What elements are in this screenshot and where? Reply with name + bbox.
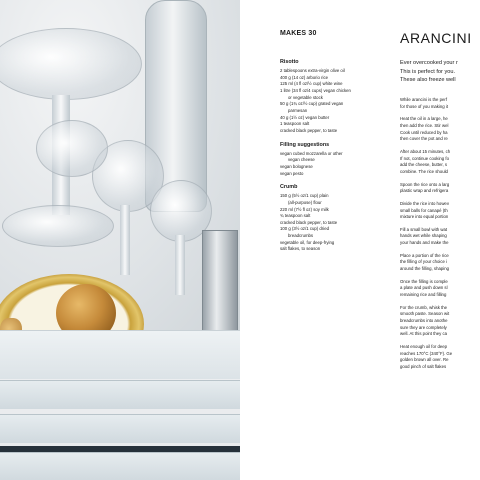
method-line: Heat the oil in a large, he — [400, 116, 448, 122]
method-line: reaches 170°C (340°F). Ge — [400, 350, 453, 356]
method-step — [400, 149, 480, 176]
crystal-bowl — [36, 120, 108, 177]
ingredient-line: (all-purpose) flour — [288, 199, 322, 205]
cabinet-drawer-3 — [0, 452, 240, 480]
ingredient-line: or vegetable stock — [288, 94, 323, 100]
recipe-yield: MAKES 30 — [280, 30, 317, 37]
method-line: the filling of your choice i — [400, 259, 448, 265]
method-line: hands wet while shaping — [400, 233, 447, 239]
ingredient-line: vegan cheese — [288, 157, 315, 163]
ingredient-line: vegan pesto — [280, 170, 304, 176]
method-line: Place a portion of the rice — [400, 252, 449, 258]
method-steps — [400, 97, 480, 371]
ingredient-list — [280, 193, 390, 253]
method-line: mixture into equal portion — [400, 214, 449, 220]
ingredient-line: 100 g (3½ oz/1 cup) dried — [280, 226, 329, 232]
method-line: remaining rice and filling — [400, 292, 447, 298]
method-line: While arancini is the perf — [400, 96, 448, 102]
ingredient-line: 400 g (14 oz) arborio rice — [280, 74, 329, 80]
ingredient-line: 1 litre (34 fl oz/4 cups) vegan chicken — [280, 87, 351, 93]
method-line: your hands and make the — [400, 240, 449, 246]
cabinet-drawer-2 — [0, 414, 240, 443]
ingredient-line: vegetable oil, for deep-frying — [280, 239, 335, 245]
method-step — [400, 344, 480, 371]
ingredient-line: parmesan — [288, 107, 308, 113]
method-line: add the cheese, butter, s — [400, 162, 448, 168]
crystal-glass-left-stem — [120, 205, 130, 275]
method-line: Cook until reduced by ha — [400, 129, 448, 135]
method-column — [400, 30, 480, 377]
method-step — [400, 279, 480, 299]
method-line: plastic wrap and refrigera — [400, 188, 449, 194]
ingredient-line: salt flakes, to season — [280, 246, 321, 252]
intro-line: This is perfect for you. — [400, 68, 456, 75]
ingredient-line: 125 ml (4 fl oz/½ cup) white wine — [280, 81, 343, 87]
method-step — [400, 305, 480, 338]
ingredients-column — [280, 30, 390, 260]
recipe-title: ARANCINI — [400, 30, 472, 46]
recipe-intro — [400, 59, 480, 85]
ingredient-line: cracked black pepper, to taste — [280, 219, 338, 225]
recipe-page — [240, 0, 480, 480]
ingredient-line: 150 g (5½ oz/1 cup) plain — [280, 193, 329, 199]
ingredient-section-filling — [280, 142, 390, 178]
method-step — [400, 201, 480, 221]
method-line: for those of you making it — [400, 103, 449, 109]
crystal-goblet-stem — [175, 235, 185, 295]
ingredient-section-risotto — [280, 59, 390, 135]
method-line: breadcrumbs into anothe — [400, 318, 448, 324]
crystal-cake-stand-base — [2, 205, 114, 247]
method-line: If not, continue cooking fo — [400, 155, 449, 161]
ingredient-line: 1 teaspoon salt — [280, 121, 310, 127]
silver-tower-ornament — [202, 230, 238, 337]
method-line: around the filling, shaping — [400, 266, 449, 272]
method-line: combine. The rice should — [400, 168, 448, 174]
cabinet-top — [0, 330, 240, 379]
ingredient-line: 220 ml (7½ fl oz) soy milk — [280, 206, 329, 212]
ingredient-section-heading: Crumb — [280, 184, 298, 191]
method-line: golden brown all over. Re — [400, 357, 449, 363]
ingredient-list — [280, 151, 390, 178]
ingredient-line: vegan bolognese — [280, 163, 313, 169]
method-step — [400, 227, 480, 247]
method-step — [400, 97, 480, 110]
method-line: For the crumb, whisk the — [400, 304, 448, 310]
method-line: Once the filling is comple — [400, 278, 448, 284]
method-line: small balls for canapé (th — [400, 207, 448, 213]
ingredient-line: 40 g (1½ oz) vegan butter — [280, 114, 330, 120]
method-line: good pinch of salt flakes — [400, 363, 447, 369]
ingredient-section-crumb — [280, 184, 390, 253]
intro-line: Ever overcooked your r — [400, 60, 458, 66]
ingredient-section-heading: Risotto — [280, 59, 299, 65]
method-line: well. At this point they ca — [400, 331, 448, 337]
method-line: After about 15 minutes, ch — [400, 148, 451, 154]
method-step — [400, 116, 480, 143]
ingredient-line: cracked black pepper, to taste — [280, 127, 338, 133]
method-step — [400, 182, 480, 195]
ingredient-section-heading: Filling suggestions — [280, 141, 330, 148]
intro-paragraph — [400, 59, 480, 85]
ingredient-line: 2 tablespoons extra-virgin olive oil — [280, 68, 345, 73]
method-line: Fill a small bowl with wat — [400, 226, 448, 232]
method-line: Spoon the rice onto a larg — [400, 181, 450, 187]
method-line: Heat enough oil for deep — [400, 344, 448, 349]
method-line: then cover the pot and re — [400, 136, 448, 142]
ingredient-line: 50 g (1¾ oz/½ cup) grated vegan — [280, 101, 344, 107]
intro-line: These also freeze well — [400, 77, 456, 84]
method-step — [400, 253, 480, 273]
ingredient-line: ¾ teaspoon salt — [280, 213, 311, 219]
method-line: smooth paste. Season wit — [400, 311, 450, 317]
cabinet-drawer-1 — [0, 380, 240, 409]
method-line: then add the rice. Stir wel — [400, 122, 449, 128]
ingredient-list — [280, 68, 390, 135]
ingredient-line: breadcrumbs — [288, 233, 314, 239]
method-line: a plate and push down sl — [400, 285, 448, 291]
method-line: Divide the rice into howev — [400, 200, 449, 206]
ingredient-line: vegan cubed mozzarella or other — [280, 150, 343, 156]
method-line: sure they are completely — [400, 324, 447, 330]
